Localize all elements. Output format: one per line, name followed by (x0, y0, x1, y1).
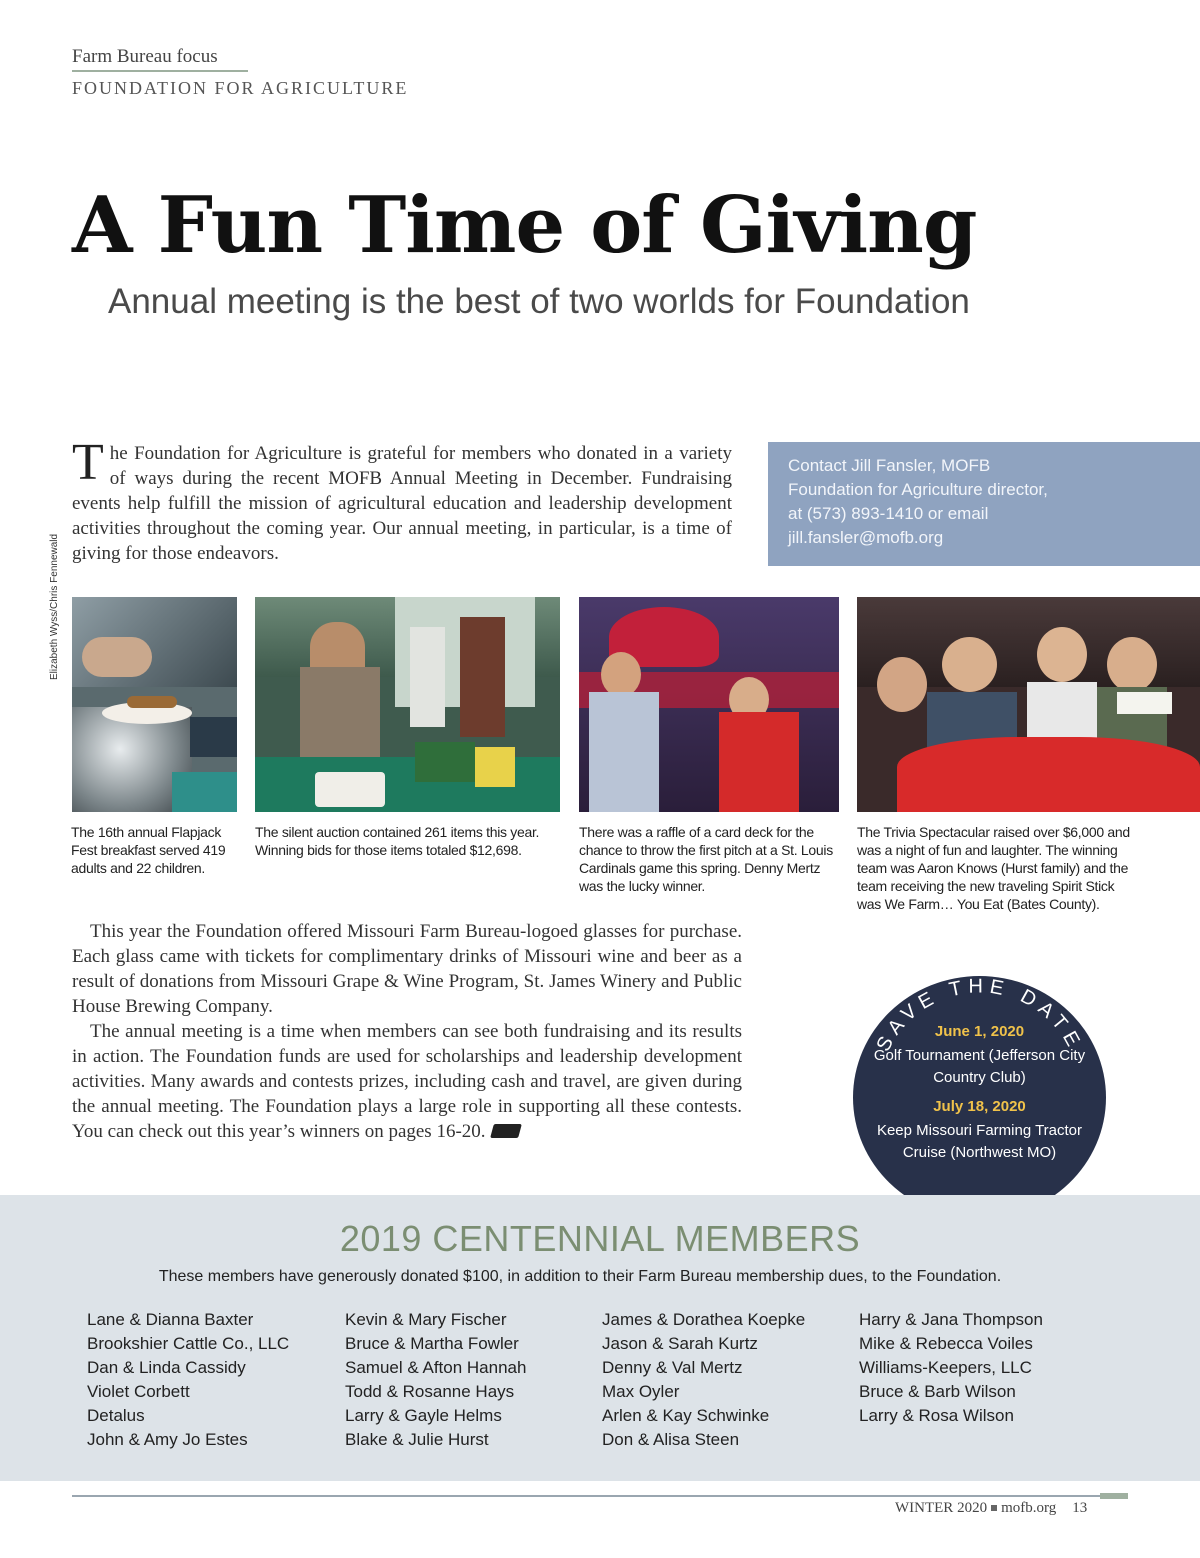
event-description: Golf Tournament (Jefferson City Country Club) (873, 1047, 1086, 1086)
member-name: Samuel & Afton Hannah (345, 1358, 527, 1377)
member-name: Bruce & Martha Fowler (345, 1334, 519, 1353)
headline: A Fun Time of Giving (72, 180, 977, 271)
member-name: Arlen & Kay Schwinke (602, 1406, 770, 1425)
photo-credit: Elizabeth Wyss/Chris Fennewald (49, 533, 60, 680)
separator-square-icon (991, 1505, 997, 1511)
members-intro: These members have generously donated $100, in addition to their Farm Bureau membership dues, to the Foundation. (158, 1268, 1002, 1285)
members-column (602, 1308, 805, 1452)
photo-trivia-spectacular (857, 597, 1200, 812)
drop-cap: T (72, 434, 104, 491)
intro-paragraph (72, 434, 732, 566)
member-name: Brookshier Cattle Co., LLC (87, 1334, 290, 1353)
caption-auction: The silent auction contained 261 items this year. Winning bids for those items totaled $12,698. (255, 824, 540, 858)
member-name: John & Amy Jo Estes (87, 1430, 248, 1449)
member-name: Williams-Keepers, LLC (859, 1358, 1032, 1377)
site-link[interactable]: mofb.org (1001, 1500, 1057, 1516)
member-name: Detalus (87, 1406, 145, 1425)
contact-line: Contact Jill Fansler, MOFB (788, 456, 991, 475)
member-name: Lane & Dianna Baxter (87, 1310, 254, 1329)
body-text (72, 919, 742, 1144)
photo-silent-auction (255, 597, 560, 812)
member-name: James & Dorathea Koepke (602, 1310, 806, 1329)
contact-email-link[interactable]: jill.fansler@mofb.org (788, 528, 944, 547)
member-name: Don & Alisa Steen (602, 1430, 740, 1449)
member-name: Max Oyler (602, 1382, 680, 1401)
member-name: Violet Corbett (87, 1382, 190, 1401)
contact-line: at (573) 893-1410 or email (788, 504, 989, 523)
save-the-date-badge (853, 976, 1106, 1219)
caption-trivia: The Trivia Spectacular raised over $6,000 and was a night of fun and laughter. The winning team was Aaron Knows (Hurst family) and the team receiving the new traveling Spirit Stick was We Farm… You Eat (Bates County). (857, 824, 1130, 912)
page-number: 13 (1072, 1500, 1088, 1516)
caption-raffle: There was a raffle of a card deck for the chance to throw the first pitch at a St. Louis Cardinals game this spring. Denny Mertz was the lucky winner. (579, 824, 833, 894)
contact-line: Foundation for Agriculture director, (788, 480, 1048, 499)
member-name: Dan & Linda Cassidy (87, 1358, 246, 1377)
member-name: Todd & Rosanne Hays (345, 1382, 515, 1401)
footer-accent (1100, 1493, 1128, 1499)
members-title: 2019 CENTENNIAL MEMBERS (339, 1218, 861, 1259)
member-name: Harry & Jana Thompson (859, 1310, 1043, 1329)
members-column (859, 1308, 1043, 1428)
member-name: Larry & Rosa Wilson (859, 1406, 1014, 1425)
intro-text: he Foundation for Agriculture is grateful for members who donated in a variety of ways during the recent MOFB Annual Meeting in December. Fundraising events help fulfill the mission of agricultural education and leadership development activities throughout the coming year. Our annual meeting, in particular, is a time of giving for those endeavors. (72, 443, 732, 564)
footer-rule (72, 1495, 1128, 1497)
farm-bureau-logo-icon (490, 1124, 522, 1138)
svg-text:SAVE THE DATE: SAVE THE DATE (872, 976, 1087, 1056)
photo-cardinals-raffle (579, 597, 839, 812)
body-paragraph: The annual meeting is a time when members can see both fundraising and its results in action. The Foundation funds are used for scholarships and leadership development activities. Many awards and contests prizes, including cash and travel, are given during the annual meeting. The Foundation plays a large role in supporting all these contests. You can check out this year’s winners on pages 16-20. (72, 1021, 742, 1142)
photo-flapjack-fest (72, 597, 237, 812)
member-name: Jason & Sarah Kurtz (602, 1334, 758, 1353)
subhead: Annual meeting is the best of two worlds for Foundation (108, 282, 970, 321)
member-name: Mike & Rebecca Voiles (859, 1334, 1033, 1353)
member-name: Blake & Julie Hurst (345, 1430, 489, 1449)
member-name: Bruce & Barb Wilson (859, 1382, 1016, 1401)
issue-label: WINTER 2020 (895, 1500, 988, 1516)
section-name: FOUNDATION FOR AGRICULTURE (72, 78, 409, 98)
event-date: June 1, 2020 (934, 1023, 1025, 1040)
kicker-rule (72, 70, 248, 72)
member-name: Kevin & Mary Fischer (345, 1310, 507, 1329)
page-footer (895, 1500, 1087, 1517)
body-paragraph: This year the Foundation offered Missouri Farm Bureau-logoed glasses for purchase. Each glass came with tickets for complimentary drinks of Missouri wine and beer as a result of donations from Missouri Grape & Wine Program, St. James Winery and Public House Brewing Company. (72, 921, 742, 1017)
caption-flapjack: The 16th annual Flapjack Fest breakfast served 419 adults and 22 children. (71, 824, 226, 876)
event-date: July 18, 2020 (933, 1098, 1026, 1115)
centennial-members-panel (0, 1195, 1200, 1481)
members-column (345, 1308, 526, 1452)
members-column (87, 1308, 289, 1452)
event-description: Keep Missouri Farming Tractor Cruise (Northwest MO) (876, 1122, 1083, 1161)
contact-box (768, 442, 1200, 566)
member-name: Larry & Gayle Helms (345, 1406, 502, 1425)
member-name: Denny & Val Mertz (602, 1358, 743, 1377)
section-kicker: Farm Bureau focus (72, 46, 218, 67)
